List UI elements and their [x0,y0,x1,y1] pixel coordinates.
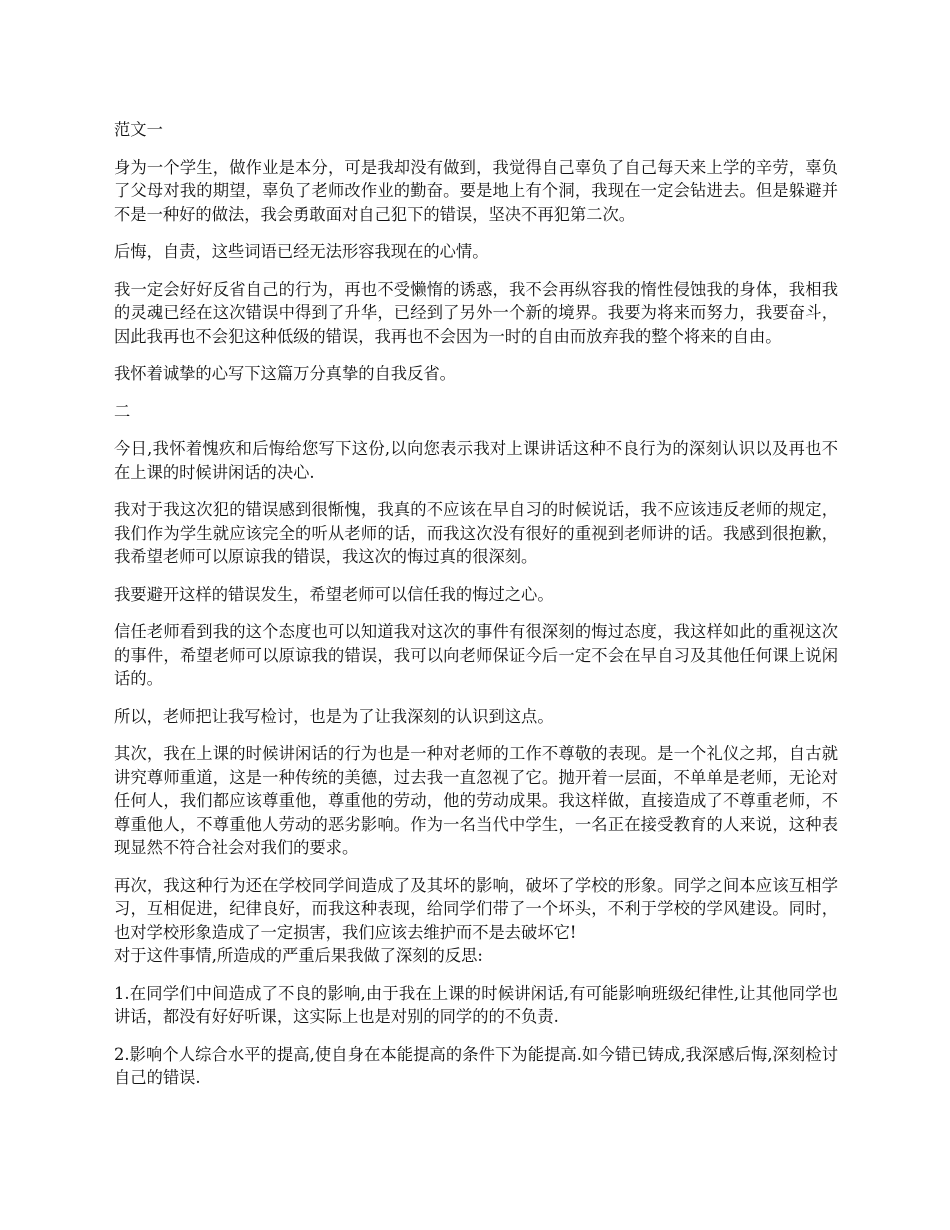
paragraph: 我一定会好好反省自己的行为，再也不受懒惰的诱惑，我不会再纵容我的惰性侵蚀我的身体，我相我的灵魂已经在这次错误中得到了升华，已经到了另外一个新的境界。我要为将来而努力，我要奋斗，因此我再也不会犯这种低级的错误，我再也不会因为一时的自由而放弃我的整个将来的自由。 [114,279,838,346]
list-item-reflection-2: 2.影响个人综合水平的提高,使自身在本能提高的条件下为能提高.如今错已铸成,我深感后悔,深刻检讨自己的错误. [114,1044,838,1087]
paragraph: 身为一个学生，做作业是本分，可是我却没有做到，我觉得自己辜负了自己每天来上学的辛劳，辜负了父母对我的期望，辜负了老师改作业的勤奋。要是地上有个洞，我现在一定会钻进去。但是躲避并不是一种好的做法，我会勇敢面对自己犯下的错误，坚决不再犯第二次。 [114,157,838,224]
paragraph: 我怀着诚挚的心写下这篇万分真挚的自我反省。 [114,364,456,383]
paragraph: 今日,我怀着愧疚和后悔给您写下这份,以向您表示我对上课讲话这种不良行为的深刻认识以及再也不在上课的时候讲闲话的决心. [114,439,838,482]
section-heading-er: 二 [114,401,131,421]
paragraph: 我对于我这次犯的错误感到很惭愧，我真的不应该在早自习的时候说话，我不应该违反老师的规定，我们作为学生就应该完全的听从老师的话，而我这次没有很好的重视到老师讲的话。我感到很抱歉，我希望老师可以原谅我的错误，我这次的悔过真的很深刻。 [114,500,838,566]
paragraph: 对于这件事情,所造成的严重后果我做了深刻的反思: [114,946,483,965]
paragraph: 我要避开这样的错误发生，希望老师可以信任我的悔过之心。 [114,584,554,604]
paragraph: 后悔，自责，这些词语已经无法形容我现在的心情。 [114,242,489,261]
document-page [114,118,838,1104]
paragraph: 其次，我在上课的时候讲闲话的行为也是一种对老师的工作不尊敬的表现。是一个礼仪之邦，自古就讲究尊师重道，这是一种传统的美德，过去我一直忽视了它。抛开着一层面，不单单是老师，无论对任何人，我们都应该尊重他，尊重他的劳动，他的劳动成果。我这样做，直接造成了不尊重老师，不尊重他人，不尊重他人劳动的恶劣影响。作为一名当代中学生，一名正在接受教育的人来说，这种表现显然不符合社会对我们的要求。 [114,744,838,857]
paragraph: 再次，我这种行为还在学校同学间造成了及其坏的影响，破坏了学校的形象。同学之间本应该互相学习，互相促进，纪律良好，而我这种表现，给同学们带了一个坏头，不利于学校的学风建设。同时，也对学校形象造成了一定损害，我们应该去维护而不是去破坏它! [114,875,838,942]
paragraph: 信任老师看到我的这个态度也可以知道我对这次的事件有很深刻的悔过态度，我这样如此的重视这次的事件，希望老师可以原谅我的错误，我可以向老师保证今后一定不会在早自习及其他任何课上说闲话的。 [114,622,838,688]
list-item-reflection-1: 1.在同学们中间造成了不良的影响,由于我在上课的时候讲闲话,有可能影响班级纪律性,让其他同学也讲话，都没有好好听课，这实际上也是对别的同学的的不负责. [114,983,838,1026]
section-heading-fanwen-yi: 范文一 [114,120,163,139]
paragraph: 所以，老师把让我写检讨，也是为了让我深刻的认识到这点。 [114,706,554,726]
